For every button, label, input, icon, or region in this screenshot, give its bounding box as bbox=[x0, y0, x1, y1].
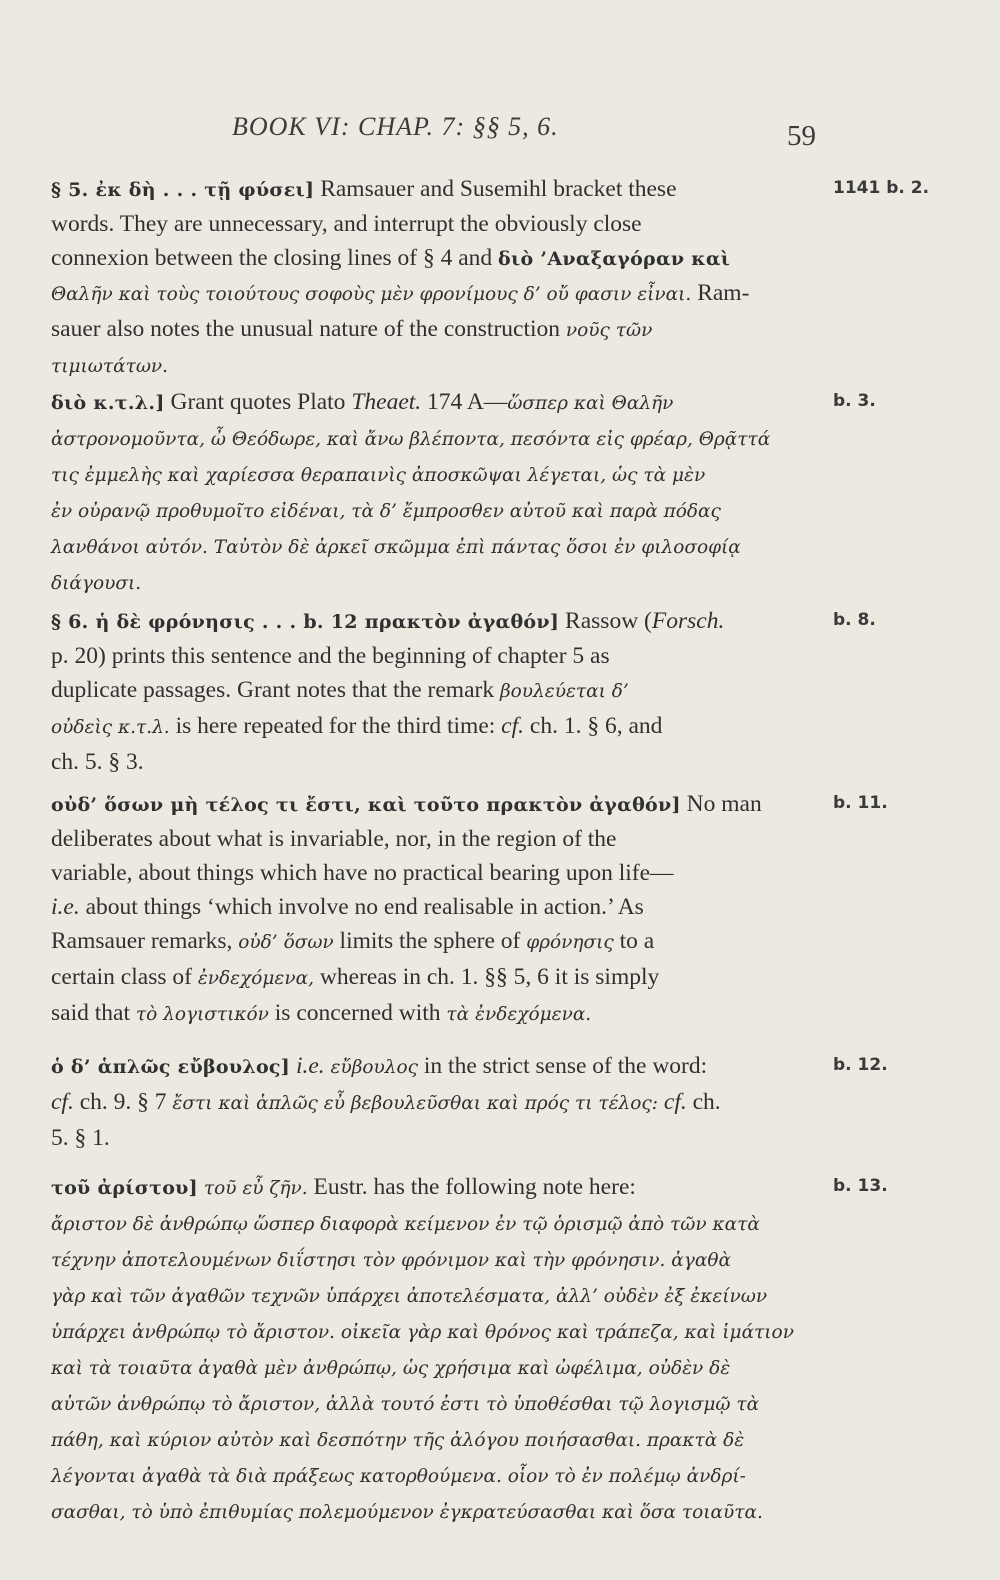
margin-line-reference: b. 12. bbox=[833, 1055, 888, 1075]
greek-text: λέγονται ἀγαθὰ τὰ διὰ πράξεως κατορθούμενα. οἷον τὸ ἐν πολέμῳ ἀνδρί- bbox=[51, 1466, 746, 1487]
body-text: Grant quotes Plato bbox=[164, 389, 352, 415]
lemma-text: διὸ ’Αναξαγόραν καὶ bbox=[498, 248, 731, 270]
note-line bbox=[51, 1049, 827, 1085]
note-line bbox=[51, 1085, 827, 1121]
note-6 bbox=[51, 1170, 827, 1530]
note-line bbox=[51, 493, 827, 529]
greek-text: οὐδεὶς κ.τ.λ. bbox=[51, 717, 170, 738]
greek-text: τιμιωτάτων. bbox=[51, 356, 169, 377]
note-2 bbox=[51, 385, 827, 601]
greek-text: ὑπάρχει ἀνθρώπῳ τὸ ἄριστον. οἰκεῖα γὰρ καὶ θρόνος καὶ τράπεζα, καὶ ἱμάτιον bbox=[51, 1322, 794, 1343]
body-text: Rassow ( bbox=[559, 608, 652, 634]
margin-line-reference: b. 8. bbox=[833, 610, 876, 630]
italic-text: Forsch. bbox=[651, 608, 725, 634]
greek-text: εὔβουλος bbox=[330, 1057, 419, 1078]
greek-text: ἄριστον δὲ ἀνθρώπῳ ὥσπερ διαφορὰ κείμενον ἐν τῷ ὁρισμῷ ἀπὸ τῶν κατὰ bbox=[51, 1214, 760, 1235]
note-line bbox=[51, 604, 827, 639]
italic-text: cf. bbox=[663, 1089, 687, 1115]
note-line bbox=[51, 996, 827, 1032]
page-header bbox=[0, 112, 1000, 152]
body-text: limits the sphere of bbox=[333, 928, 527, 954]
italic-text: cf. bbox=[501, 713, 525, 739]
note-line bbox=[51, 856, 827, 890]
body-text: 174 A— bbox=[421, 389, 508, 415]
body-text: Ramsauer remarks, bbox=[51, 928, 239, 954]
note-line bbox=[51, 1386, 827, 1422]
page-number: 59 bbox=[787, 120, 816, 152]
note-line bbox=[51, 276, 827, 312]
note-5 bbox=[51, 1049, 827, 1155]
note-line bbox=[51, 1242, 827, 1278]
italic-text: cf. bbox=[51, 1089, 74, 1115]
greek-text: ἀστρονομοῦντα, ὦ Θεόδωρε, καὶ ἄνω βλέποντα, πεσόντα εἰς φρέαρ, Θρᾷττά bbox=[51, 429, 771, 450]
note-line bbox=[51, 241, 827, 276]
body-text: words. They are unnecessary, and interrupt the obviously close bbox=[51, 211, 642, 237]
note-line bbox=[51, 960, 827, 996]
greek-text: ἐν οὐρανῷ προθυμοῖτο εἰδέναι, τὰ δ’ ἔμπροσθεν αὐτοῦ καὶ παρὰ πόδας bbox=[51, 501, 721, 522]
body-text: Eustr. has the following note here: bbox=[307, 1174, 636, 1200]
greek-text: γὰρ καὶ τῶν ἀγαθῶν τεχνῶν ὑπάρχει ἀποτελέσματα, ἀλλ’ οὐδὲν ἐξ ἐκείνων bbox=[51, 1286, 768, 1307]
note-line bbox=[51, 1422, 827, 1458]
body-text: ch. bbox=[686, 1089, 721, 1115]
greek-text: βουλεύεται δ’ bbox=[499, 681, 629, 702]
greek-text: ἐνδεχόμενα, bbox=[197, 968, 314, 989]
greek-text: τις ἐμμελὴς καὶ χαρίεσσα θεραπαινὶς ἀποσκῶψαι λέγεται, ὡς τὰ μὲν bbox=[51, 465, 706, 486]
lemma-text: οὐδ’ ὅσων μὴ τέλος τι ἔστι, καὶ τοῦτο πρακτὸν ἀγαθόν] bbox=[51, 794, 681, 816]
note-line bbox=[51, 1278, 827, 1314]
note-line bbox=[51, 924, 827, 960]
body-text: in the strict sense of the word: bbox=[418, 1053, 708, 1079]
greek-text: σασθαι, τὸ ὑπὸ ἐπιθυμίας πολεμούμενον ἐγκρατεύσασθαι καὶ ὅσα τοιαῦτα. bbox=[51, 1502, 763, 1523]
body-text: Ram- bbox=[691, 280, 750, 306]
note-1 bbox=[51, 172, 827, 384]
greek-text: αὐτῶν ἀνθρώπῳ τὸ ἄριστον, ἀλλὰ τουτό ἐστι τὸ ὑποθέσθαι τῷ λογισμῷ τὰ bbox=[51, 1394, 760, 1415]
greek-text: καὶ τὰ τοιαῦτα ἀγαθὰ μὲν ἀνθρώπῳ, ὡς χρήσιμα καὶ ὠφέλιμα, οὐδὲν δὲ bbox=[51, 1358, 731, 1379]
greek-text: νοῦς τῶν bbox=[565, 320, 653, 341]
note-line bbox=[51, 745, 827, 779]
italic-text: Theaet. bbox=[351, 389, 422, 415]
note-line bbox=[51, 1206, 827, 1242]
note-line bbox=[51, 1350, 827, 1386]
greek-text: τέχνην ἀποτελουμένων διΐστησι τὸν φρόνιμον καὶ τὴν φρόνησιν. ἀγαθὰ bbox=[51, 1250, 731, 1271]
lemma-text: § 6. ἡ δὲ φρόνησις . . . b. 12 πρακτὸν ἀγαθόν] bbox=[51, 611, 560, 633]
body-text: No man bbox=[680, 791, 762, 817]
lemma-text: § 5. ἐκ δὴ . . . τῇ φύσει] bbox=[51, 179, 315, 201]
lemma-text: διὸ κ.τ.λ.] bbox=[51, 392, 165, 414]
note-line bbox=[51, 1121, 827, 1155]
note-line bbox=[51, 172, 827, 207]
body-text: about things ‘which involve no end realisable in action.’ As bbox=[79, 894, 644, 920]
running-head: BOOK VI: CHAP. 7: §§ 5, 6. bbox=[232, 112, 559, 141]
note-line bbox=[51, 421, 827, 457]
margin-line-reference: b. 13. bbox=[833, 1176, 888, 1196]
note-line bbox=[51, 312, 827, 348]
body-text: is here repeated for the third time: bbox=[169, 713, 502, 739]
greek-text: τὸ λογιστικόν bbox=[135, 1004, 269, 1025]
body-text: duplicate passages. Grant notes that the remark bbox=[51, 677, 500, 703]
greek-text: τὰ ἐνδεχόμενα. bbox=[446, 1004, 592, 1025]
body-text: deliberates about what is invariable, nor, in the region of the bbox=[51, 826, 617, 852]
body-text: to a bbox=[613, 928, 655, 954]
greek-text: ἔστι καὶ ἁπλῶς εὖ βεβουλεῦσθαι καὶ πρός τι τέλος: bbox=[172, 1093, 659, 1114]
body-text: connexion between the closing lines of § 4 and bbox=[51, 245, 499, 271]
body-text: is concerned with bbox=[268, 1000, 447, 1026]
body-text: 5. § 1. bbox=[51, 1125, 110, 1151]
note-line bbox=[51, 1494, 827, 1530]
greek-text: διάγουσι. bbox=[51, 573, 142, 594]
body-text: ch. 9. § 7 bbox=[73, 1089, 173, 1115]
body-text: ch. 5. § 3. bbox=[51, 749, 144, 775]
margin-line-reference: b. 11. bbox=[833, 793, 888, 813]
lemma-text: τοῦ ἀρίστου] bbox=[51, 1177, 198, 1199]
body-text: p. 20) prints this sentence and the beginning of chapter 5 as bbox=[51, 643, 610, 669]
note-line bbox=[51, 457, 827, 493]
greek-text: φρόνησις bbox=[526, 932, 614, 953]
note-4 bbox=[51, 787, 827, 1032]
italic-text: i.e. bbox=[51, 894, 80, 920]
body-text: Ramsauer and Susemihl bracket these bbox=[314, 176, 677, 202]
body-text: whereas in ch. 1. §§ 5, 6 it is simply bbox=[313, 964, 660, 990]
note-line bbox=[51, 565, 827, 601]
body-text: variable, about things which have no practical bearing upon life— bbox=[51, 860, 674, 886]
note-line bbox=[51, 709, 827, 745]
body-text: sauer also notes the unusual nature of the construction bbox=[51, 316, 566, 342]
body-text: ch. 1. § 6, and bbox=[524, 713, 663, 739]
lemma-text: ὁ δ’ ἁπλῶς εὔβουλος] bbox=[51, 1056, 291, 1078]
note-line bbox=[51, 673, 827, 709]
body-text: certain class of bbox=[51, 964, 198, 990]
note-line bbox=[51, 639, 827, 673]
margin-line-reference: 1141 b. 2. bbox=[833, 178, 930, 198]
greek-text: πάθη, καὶ κύριον αὐτὸν καὶ δεσπότην τῆς ἀλόγου ποιήσασθαι. πρακτὰ δὲ bbox=[51, 1430, 745, 1451]
note-line bbox=[51, 1170, 827, 1206]
note-line bbox=[51, 1314, 827, 1350]
greek-text: Θαλῆν καὶ τοὺς τοιούτους σοφοὺς μὲν φρονίμους δ’ οὔ φασιν εἶναι. bbox=[51, 284, 692, 305]
note-line bbox=[51, 529, 827, 565]
note-3 bbox=[51, 604, 827, 779]
note-line bbox=[51, 1458, 827, 1494]
note-line bbox=[51, 207, 827, 241]
body-text: said that bbox=[51, 1000, 136, 1026]
note-line bbox=[51, 385, 827, 421]
note-line bbox=[51, 787, 827, 822]
greek-text: τοῦ εὖ ζῆν. bbox=[203, 1178, 308, 1199]
greek-text: λανθάνοι αὐτόν. Ταὐτὸν δὲ ἀρκεῖ σκῶμμα ἐπὶ πάντας ὅσοι ἐν φιλοσοφίᾳ bbox=[51, 537, 741, 558]
note-line bbox=[51, 822, 827, 856]
greek-text: οὐδ’ ὅσων bbox=[238, 932, 334, 953]
note-line bbox=[51, 348, 827, 384]
note-line bbox=[51, 890, 827, 924]
italic-text: i.e. bbox=[295, 1053, 325, 1079]
greek-text: ὥσπερ καὶ Θαλῆν bbox=[507, 393, 674, 414]
margin-line-reference: b. 3. bbox=[833, 391, 876, 411]
